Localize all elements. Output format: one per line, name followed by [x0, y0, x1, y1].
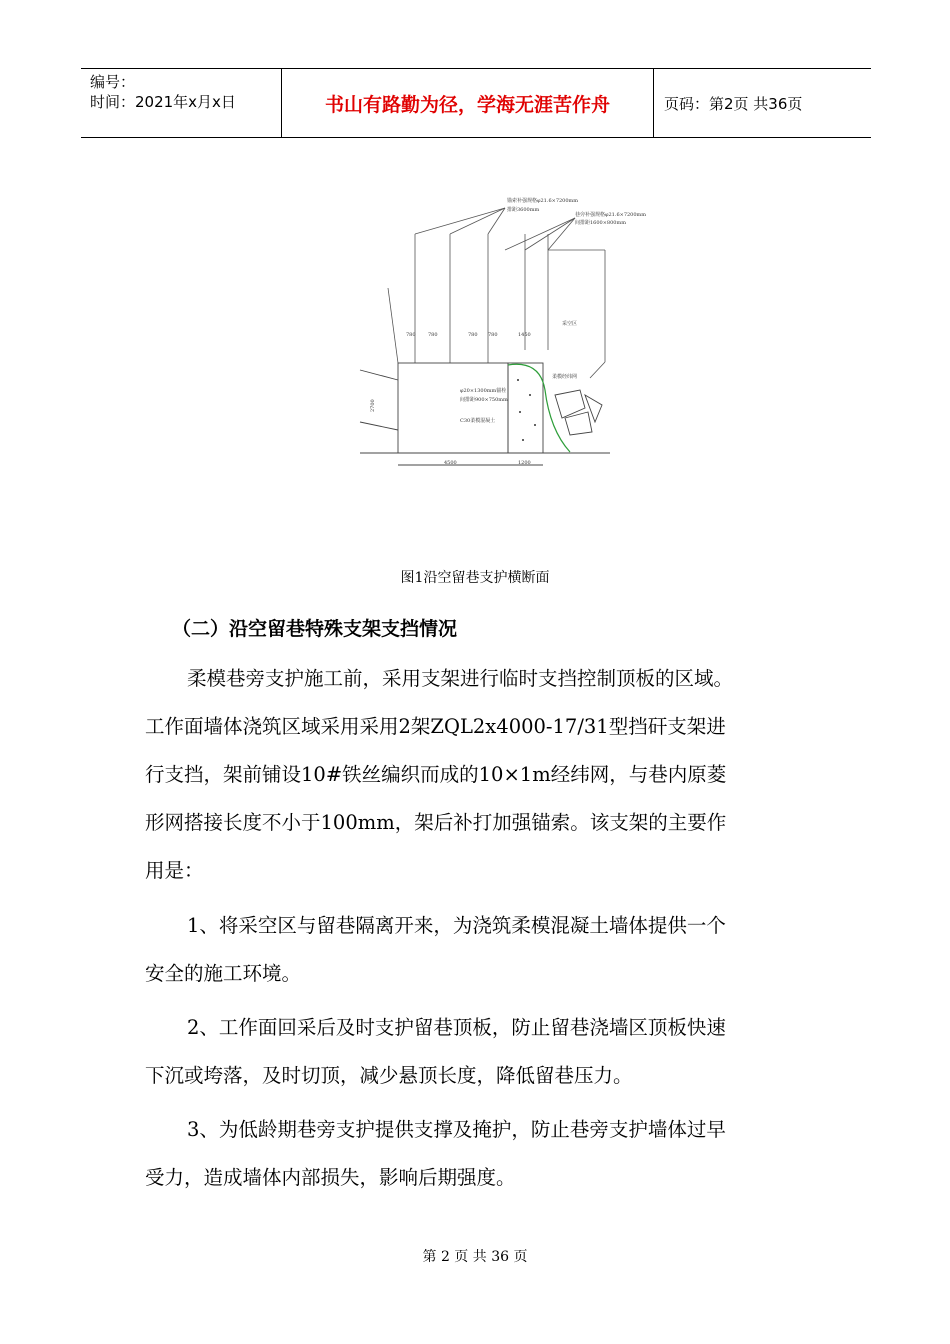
- roof-lines: [388, 208, 605, 378]
- label-dim-height: 2700: [370, 399, 376, 412]
- label-concrete: C30柔模混凝土: [460, 418, 496, 424]
- label-dim-780-4: 780: [488, 332, 498, 338]
- figure-caption: 图1沿空留巷支护横断面: [400, 570, 550, 586]
- header-meta: [81, 69, 282, 137]
- doc-date-label: 时间：2021年x月x日: [90, 93, 236, 111]
- item-1-line-1: 1、将采空区与留巷隔离开来，为浇筑柔模混凝土墙体提供一个: [187, 914, 726, 937]
- header-motto: 书山有路勤为径，学海无涯苦作舟: [282, 69, 654, 137]
- label-anchor-side-spacing: 间排距1600×800mm: [575, 220, 626, 226]
- label-anchor-top-spacing: 排距3600mm: [507, 207, 540, 213]
- page-header: [81, 68, 871, 138]
- support-cross-section-figure: [340, 190, 647, 475]
- header-page-info: 页码：第2页 共36页: [664, 94, 803, 113]
- item-2-line-2: 下沉或垮落，及时切顶，减少悬顶长度，降低留巷压力。: [145, 1064, 633, 1087]
- item-3-line-2: 受力，造成墙体内部损失，影响后期强度。: [145, 1166, 516, 1189]
- item-1-line-2: 安全的施工环境。: [145, 962, 302, 985]
- label-anchor-side: 巷旁补强规格φ21.6×7200mm: [575, 212, 647, 218]
- label-mesh: 柔模经纬网: [552, 374, 578, 380]
- label-anchor-top: 锚索补强规格φ21.6×7200mm: [507, 198, 579, 204]
- goaf-rocks: [555, 390, 602, 435]
- paragraph-1-line-5: 用是：: [145, 859, 204, 882]
- item-3-line-1: 3、为低龄期巷旁支护提供支撑及掩护，防止巷旁支护墙体过早: [187, 1118, 726, 1141]
- page-footer: 第 2 页 共 36 页: [422, 1249, 528, 1265]
- paragraph-1-line-1: 柔模巷旁支护施工前，采用支架进行临时支挡控制顶板的区域。: [187, 667, 734, 690]
- label-bolt-spacing: 间排距900×750mm: [460, 397, 508, 403]
- paragraph-1-line-2: 工作面墙体浇筑区域采用采用2架ZQL2x4000-17/31型挡矸支架进: [145, 715, 726, 738]
- label-dim-1450: 1450: [518, 332, 531, 338]
- doc-number-label: 编号：: [90, 73, 136, 91]
- paragraph-1-line-3: 行支挡，架前铺设10#铁丝编织而成的10×1m经纬网，与巷内原菱: [145, 763, 727, 786]
- item-2-line-1: 2、工作面回采后及时支护留巷顶板，防止留巷浇墙区顶板快速: [187, 1016, 726, 1039]
- label-goaf: 采空区: [562, 321, 578, 327]
- label-bolt: φ20×1300mm锚栓: [460, 388, 507, 394]
- label-dim-780-3: 780: [468, 332, 478, 338]
- section-heading: （二）沿空留巷特殊支架支挡情况: [172, 618, 458, 640]
- label-dim-780-1: 780: [406, 332, 416, 338]
- label-dim-4500: 4500: [444, 460, 457, 466]
- label-dim-1200: 1200: [518, 460, 531, 466]
- concrete-dots: [517, 379, 536, 441]
- label-dim-780-2: 780: [428, 332, 438, 338]
- paragraph-1-line-4: 形网搭接长度不小于100mm，架后补打加强锚索。该支架的主要作: [145, 811, 727, 834]
